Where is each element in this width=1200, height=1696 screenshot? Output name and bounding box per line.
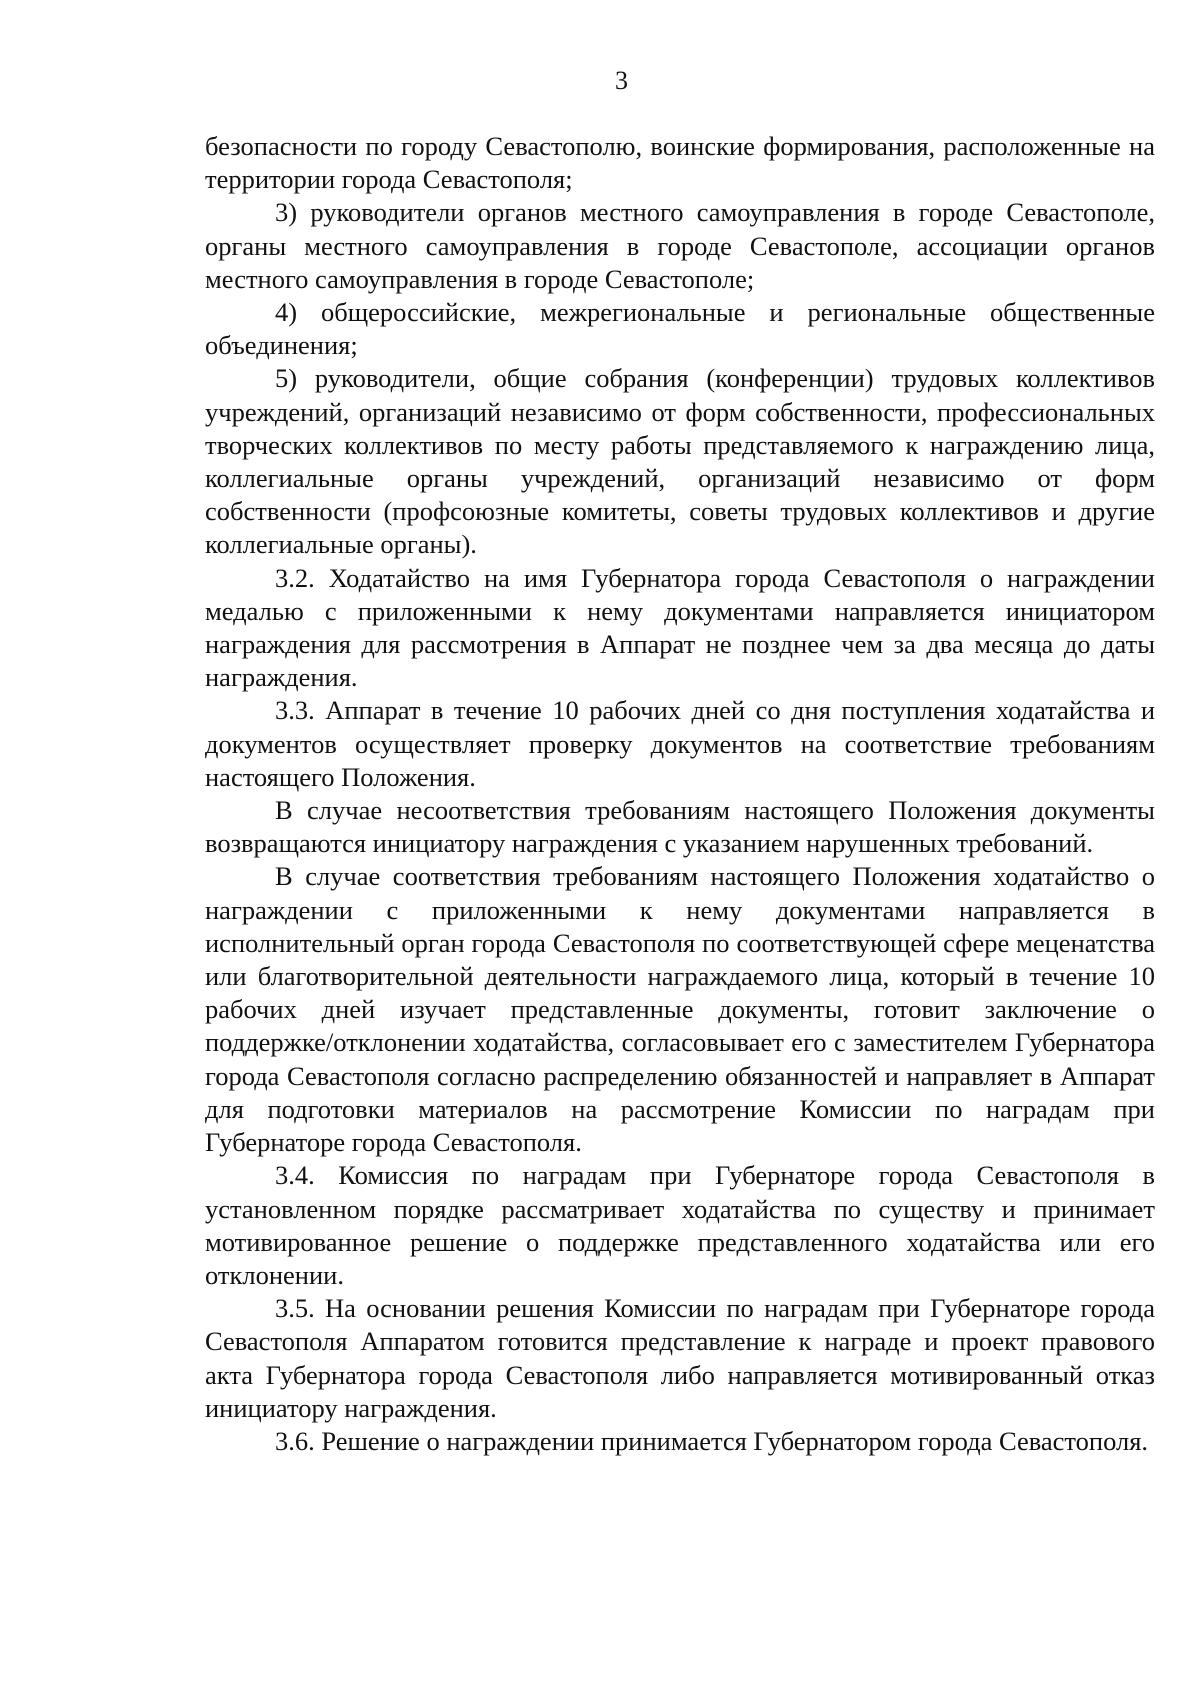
document-body [205, 130, 1155, 1458]
list-item-4: 4) общероссийские, межрегиональные и региональные общественные объединения; [205, 297, 1155, 361]
clause-3-3: 3.3. Аппарат в течение 10 рабочих дней со дня поступления ходатайства и документов осуществляет проверку документов на соответствие требованиям настоящего Положения. [205, 695, 1155, 792]
clause-3-5: 3.5. На основании решения Комиссии по наградам при Губернаторе города Севастополя Аппаратом готовится представление к награде и проект правового акта Губернатора города Севастополя либо направляется мотивированный отказ инициатору награждения. [205, 1293, 1155, 1423]
page-number: 3 [615, 66, 628, 95]
list-item-3: 3) руководители органов местного самоуправления в городе Севастополе, органы местного самоуправления в городе Севастополе, ассоциации органов местного самоуправления в городе Севастополе; [205, 197, 1155, 294]
clause-3-6: 3.6. Решение о награждении принимается Губернатором города Севастополя. [275, 1425, 1149, 1456]
paragraph-continuation: безопасности по городу Севастополю, воинские формирования, расположенные на территории города Севастополя; [205, 131, 1155, 195]
clause-3-3-compliance: В случае соответствия требованиям настоящего Положения ходатайство о награждении с приложенными к нему документами направляется в исполнительный орган города Севастополя по соответствующей сфере меценатства или благотворительной деятельности награждаемого лица, который в течение 10 рабочих дней изучает представленные документы, готовит заключение о поддержке/отклонении ходатайства, согласовывает его с заместителем Губернатора города Севастополя согласно распределению обязанностей и направляет в Аппарат для подготовки материалов на рассмотрение Комиссии по наградам при Губернаторе города Севастополя. [205, 861, 1155, 1158]
clause-3-4: 3.4. Комиссия по наградам при Губернаторе города Севастополя в установленном порядке рассматривает ходатайства по существу и принимает мотивированное решение о поддержке представленного ходатайства или его отклонении. [205, 1160, 1155, 1290]
clause-3-2: 3.2. Ходатайство на имя Губернатора города Севастополя о награждении медалью с приложенными к нему документами направляется инициатором награждения для рассмотрения в Аппарат не позднее чем за два месяца до даты награждения. [205, 562, 1155, 693]
clause-3-3-noncompliance: В случае несоответствия требованиям настоящего Положения документы возвращаются инициатору награждения с указанием нарушенных требований. [205, 795, 1155, 859]
list-item-5: 5) руководители, общие собрания (конференции) трудовых коллективов учреждений, организаций независимо от форм собственности, профессиональных творческих коллективов по месту работы представляемого к награждению лица, коллегиальные органы учреждений, организаций независимо от форм собственности (профсоюзные комитеты, советы трудовых коллективов и другие коллегиальные органы). [205, 363, 1155, 560]
